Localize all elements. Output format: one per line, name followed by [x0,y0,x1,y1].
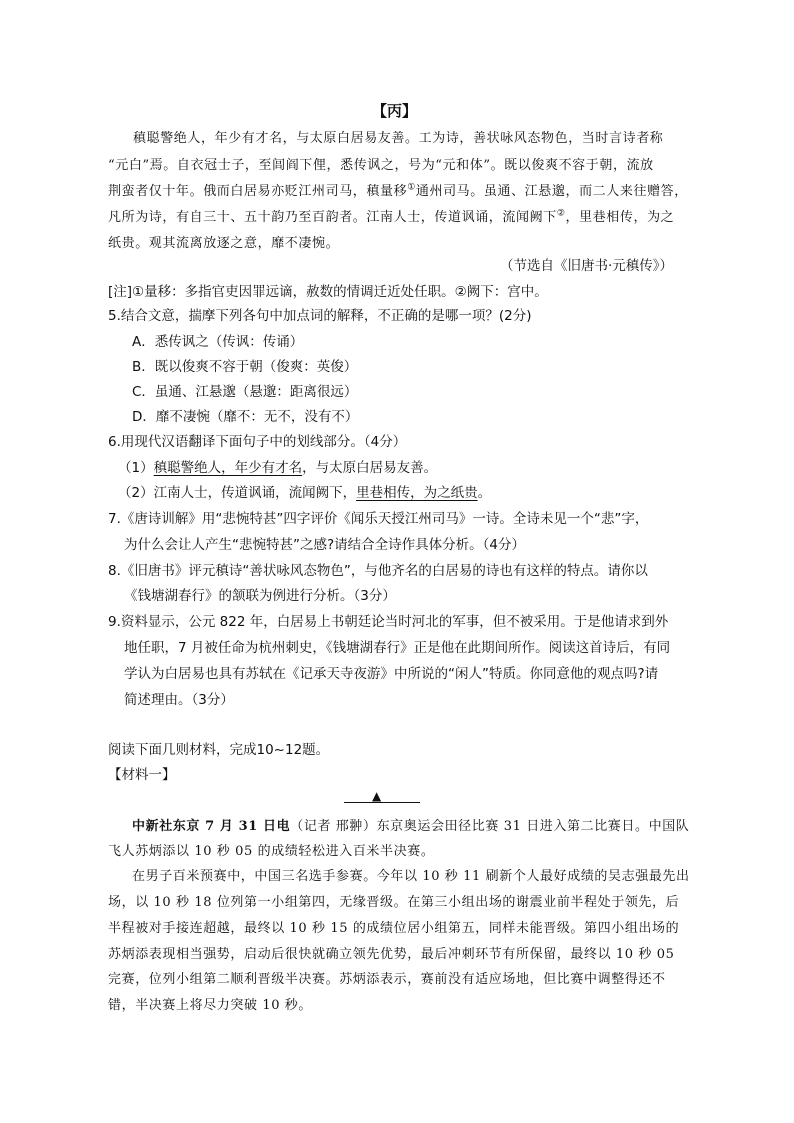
news-dateline: 中新社东京 7 月 31 日电 [132,819,291,834]
news-para-line-3: 半程被对手接连超越，最终以 10 秒 15 的成绩位居小组第五，同样未能晋级。第四小组出场的 [108,921,680,936]
news-para-line-6: 错，半决赛上将尽力突破 10 秒。 [108,998,313,1013]
section-title-bing: 【丙】 [372,102,418,120]
question-5-option-a: A．悉传讽之（传讽：传诵） [132,334,304,350]
separator-line [344,802,420,803]
passage-note: [注]①量移：多指官吏因罪远谪，赦数的情调迁近处任职。②阙下：宫中。 [108,284,548,300]
material-1-heading: 【材料一】 [108,767,176,783]
question-5: 5.结合文意，揣摩下列各句中加点词的解释，不正确的是哪一项？(2分) [108,308,532,324]
news-para-line-5: 完赛，位列小组第二顺利晋级半决赛。苏炳添表示，赛前没有适应场地，但比赛中调整得还不 [108,972,666,987]
news-para-line-4: 苏炳添表现相当强势，启动后很快就确立领先优势，最后冲刺环节有所保留，最终以 10 秒 05 [108,947,675,962]
question-8-line-2: 《钱塘湖春行》的颔联为例进行分析。（3分） [124,588,396,604]
question-9-line-3: 学认为白居易也具有苏轼在《记承天寺夜游》中所说的“闲人”特质。你同意他的观点吗?请 [124,666,659,682]
question-7-line-2: 为什么会让人产生“悲惋特甚”之感?请结合全诗作具体分析。（4分） [124,537,525,553]
footnote-marker-1: ① [407,182,416,193]
question-5-option-c: C．虽通、江悬邈（悬邈：距离很远） [132,384,358,400]
passage-line-3: 荆蛮者仅十年。俄而白居易亦贬江州司马，稹量移①通州司马。虽通、江悬邈，而二人来往赠答， [108,182,688,199]
passage-line-2: “元白”焉。自衣冠士子，至闾阎下俚，悉传讽之，号为“元和体”。既以俊爽不容于朝，流放 [108,158,654,173]
news-para-line-2: 场，以 10 秒 18 位列第一小组第四，无缘晋级。在第三小组出场的谢震业前半程处于领先，后 [108,895,680,910]
underlined-sentence-1: 稹聪警绝人，年少有才名 [153,460,303,476]
footnote-marker-2: ② [556,208,566,219]
triangle-marker: ▲ [372,789,382,803]
passage-source: （节选自《旧唐书·元稹传》） [500,258,674,274]
question-9-line-1: 9.资料显示，公元 822 年，白居易上书朝廷论当时河北的军事，但不被采用。于是他请求到外 [108,614,669,630]
passage-line-1: 稹聪警绝人，年少有才名，与太原白居易友善。工为诗，善状咏风态物色，当时言诗者称 [133,131,664,146]
question-8-line-1: 8.《旧唐书》评元稹诗“善状咏风态物色”，与他齐名的白居易的诗也有这样的特点。请你以 [108,563,648,579]
question-6-item-2: （2）江南人士，传道讽诵，流闻阙下，里巷相传，为之纸贵。 [118,485,492,501]
news-lead-line-1: 中新社东京 7 月 31 日电（记者 邢翀）东京奥运会田径比赛 31 日进入第二比赛日。中国队 [132,819,690,834]
news-para-line-1: 在男子百米预赛中，中国三名选手参赛。今年以 10 秒 11 刷新个人最好成绩的吴志强最先出 [132,869,690,884]
question-5-option-d: D．靡不凄惋（靡不：无不，没有不） [132,409,359,425]
question-9-line-4: 简述理由。（3分） [124,692,234,708]
passage-line-4: 凡所为诗，有自三十、五十韵乃至百韵者。江南人士，传道讽诵，流闻阙下②，里巷相传，为之 [108,208,675,225]
question-5-option-b: B．既以俊爽不容于朝（俊爽：英俊） [132,359,358,375]
reading-instructions: 阅读下面几则材料，完成10~12题。 [108,742,330,758]
question-9-line-2: 地任职，7 月被任命为杭州刺史，《钱塘湖春行》正是他在此期间所作。阅读这首诗后，有同 [124,640,671,656]
question-6-item-1: （1）稹聪警绝人，年少有才名，与太原白居易友善。 [118,460,438,476]
question-6: 6.用现代汉语翻译下面句子中的划线部分。（4分） [108,434,407,450]
underlined-sentence-2: 里巷相传，为之纸贵 [356,485,478,501]
question-7-line-1: 7.《唐诗训解》用“悲惋特甚”四字评价《闻乐天授江州司马》一诗。全诗未见一个“悲”字， [108,511,649,527]
passage-line-5: 纸贵。观其流离放逐之意，靡不凄惋。 [108,236,340,251]
news-lead-line-2: 飞人苏炳添以 10 秒 05 的成绩轻松进入百米半决赛。 [108,844,435,859]
